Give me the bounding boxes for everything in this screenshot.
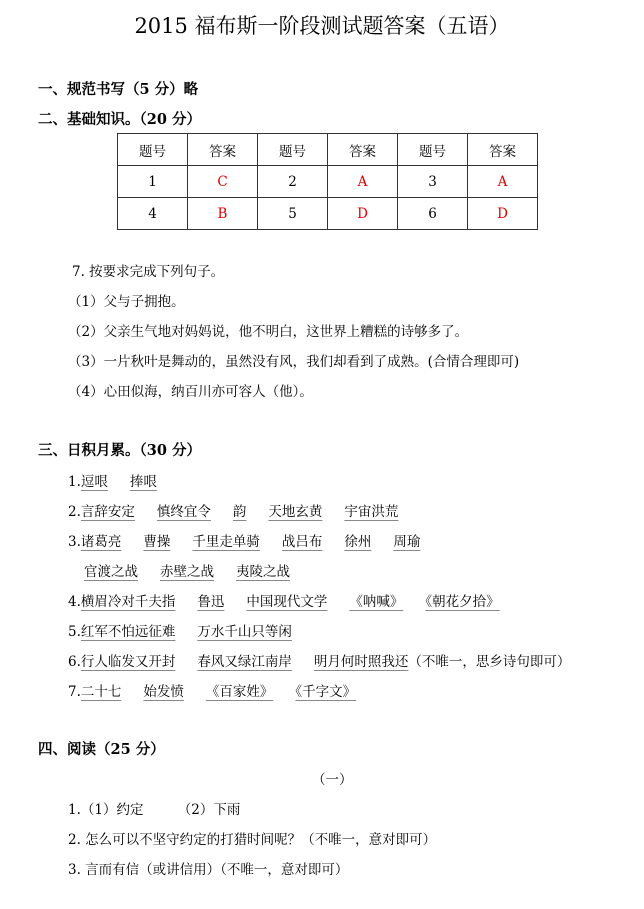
answer-text: 明月何时照我还 (313, 654, 409, 670)
table-header: 答案 (328, 134, 398, 166)
table-header: 题号 (118, 134, 188, 166)
item-number: 4. (68, 594, 81, 610)
answer-text: 赤壁之战 (160, 564, 214, 580)
answer-text: 慎终宜令 (156, 504, 211, 520)
answer-text: 徐州 (344, 534, 372, 550)
accumulation-line (84, 560, 312, 580)
answer-text: 夷陵之战 (236, 564, 290, 580)
question-number: 3 (398, 166, 468, 198)
answer-text: 《百家姓》 (205, 684, 274, 700)
answer-text: 诸葛亮 (80, 534, 122, 550)
question-number: 1 (118, 166, 188, 198)
answer-text: 言辞安定 (80, 504, 135, 520)
q7-answer: （2）父亲生气地对妈妈说，他不明白，这世界上糟糕的诗够多了。 (68, 324, 469, 340)
page-title: 2015 福布斯一阶段测试题答案（五语） (134, 14, 510, 38)
question-number: 4 (118, 198, 188, 230)
answer-text: 逗哏 (80, 474, 108, 490)
answer-cell: D (468, 198, 538, 230)
section-4-subheading: （一） (312, 772, 353, 788)
table-header: 题号 (398, 134, 468, 166)
table-header-row (118, 134, 538, 166)
accumulation-line (68, 470, 179, 490)
answer-text: 中国现代文学 (246, 594, 328, 610)
answer-text: 万水千山只等闲 (197, 624, 292, 640)
table-header: 答案 (188, 134, 258, 166)
accumulation-line (68, 620, 314, 640)
answer-text: 红军不怕远征难 (80, 624, 176, 640)
table-header: 答案 (468, 134, 538, 166)
answer-cell: B (188, 198, 258, 230)
q7-answer: （3）一片秋叶是舞动的，虽然没有风，我们却看到了成熟。(合情合理即可) (68, 354, 520, 370)
section-1-heading: 一、规范书写（5 分）略 (38, 81, 199, 98)
reading-answer: 3. 言而有信（或讲信用）（不唯一，意对即可） (68, 862, 349, 878)
answer-text: 《千字文》 (295, 684, 357, 700)
section-4-heading: 四、阅读（25 分） (38, 741, 165, 758)
accumulation-line (68, 530, 442, 550)
section-3-heading: 三、日积月累。（30 分） (38, 442, 201, 459)
question-7: 7. 按要求完成下列句子。 (72, 264, 225, 280)
answer-text: 天地玄黄 (268, 504, 323, 520)
item-number: 5. (68, 624, 81, 640)
question-number: 2 (258, 166, 328, 198)
answer-text: 《朝花夕拾》 (425, 594, 500, 610)
answer-text: 捧哏 (129, 474, 157, 490)
accumulation-line (68, 500, 420, 520)
answer-text: 官渡之战 (84, 564, 138, 580)
answer-text: 《呐喊》 (349, 594, 404, 610)
accumulation-line (68, 650, 570, 670)
answer-text: 周瑜 (393, 534, 421, 550)
item-number: 2. (68, 504, 81, 520)
answer-text: 横眉冷对千夫指 (80, 594, 176, 610)
answer-text: 二十七 (80, 684, 122, 700)
answer-text: 千里走单骑 (192, 534, 260, 550)
item-number: 3. (68, 534, 81, 550)
answer-text: 宇宙洪荒 (344, 504, 399, 520)
answer-cell: A (468, 166, 538, 198)
table-row (118, 166, 538, 198)
answer-cell: D (328, 198, 398, 230)
section-2-heading: 二、基础知识。（20 分） (38, 111, 201, 128)
answer-text: 鲁迅 (197, 594, 225, 610)
q7-answer: （4）心田似海，纳百川亦可容人（他）。 (68, 384, 313, 400)
answer-text: 行人临发又开封 (80, 654, 176, 670)
table-header: 题号 (258, 134, 328, 166)
reading-answer: 1.（1）约定 （2）下雨 (68, 802, 241, 818)
reading-answer: 2. 怎么可以不坚守约定的打猎时间呢？（不唯一，意对即可） (68, 832, 437, 848)
answer-table (117, 133, 538, 230)
answer-text: 始发愤 (143, 684, 184, 700)
answer-text: 韵 (232, 504, 247, 520)
answer-text: 曹操 (143, 534, 171, 550)
item-number: 1. (68, 474, 81, 490)
answer-cell: C (188, 166, 258, 198)
answer-note: （不唯一，思乡诗句即可） (408, 654, 571, 670)
answer-text: 战吕布 (281, 534, 323, 550)
answer-text: 春风又绿江南岸 (197, 654, 292, 670)
q7-answer: （1）父与子拥抱。 (68, 294, 185, 310)
question-number: 5 (258, 198, 328, 230)
item-number: 6. (68, 654, 81, 670)
answer-cell: A (328, 166, 398, 198)
accumulation-line (68, 680, 378, 700)
table-row (118, 198, 538, 230)
accumulation-line (68, 590, 522, 610)
question-number: 6 (398, 198, 468, 230)
item-number: 7. (68, 684, 81, 700)
